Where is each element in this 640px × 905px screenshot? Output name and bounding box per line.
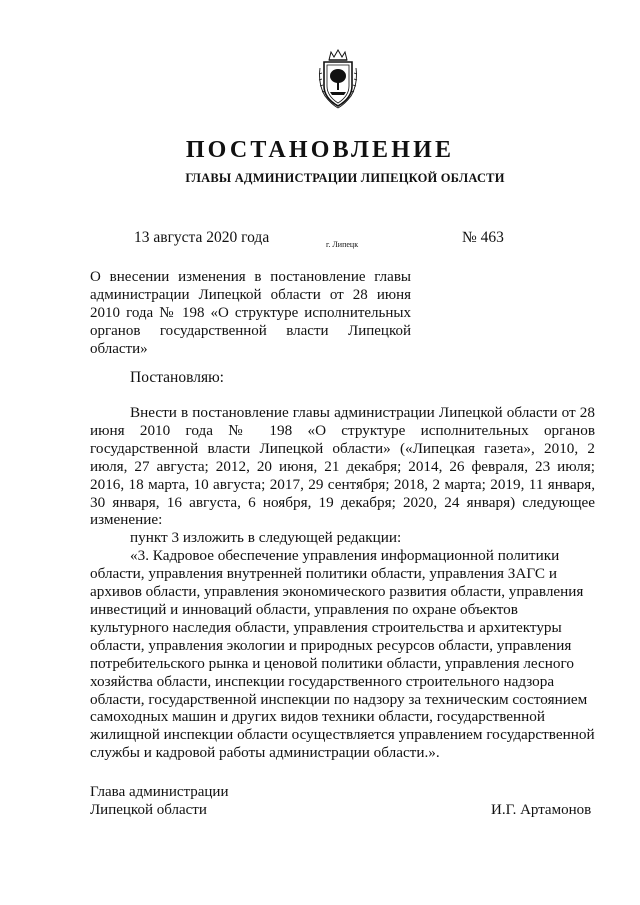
decree-word: Постановляю: — [130, 369, 224, 386]
document-city: г. Липецк — [326, 240, 359, 249]
signatory-position-line: Глава администрации — [90, 784, 229, 800]
signatory-name: И.Г. Артамонов — [491, 802, 592, 818]
issuer-subtitle: ГЛАВЫ АДМИНИСТРАЦИИ ЛИПЕЦКОЙ ОБЛАСТИ — [185, 171, 505, 185]
signatory-position — [90, 783, 228, 819]
body-paragraph: Внести в постановление главы администрации Липецкой области от 28 июня 2010 года № 198 «О структуре исполнительных органов государственной власти Липецкой области» («Липецкая газета», 2010, 2 июля, 27 августа; 2012, 20 июня, 21 декабря; 2014, 26 февраля, 23 июля; 2016, 18 марта, 10 августа; 2017, 29 сентября; 2018, 2 марта; 2019, 11 января, 30 января, 16 августа, 6 ноября, 19 декабря; 2020, 24 января) следующее изменение: — [90, 404, 595, 529]
signatory-position-line: Липецкой области — [90, 802, 207, 818]
lipetsk-coat-of-arms-icon — [315, 48, 361, 110]
body-paragraph: пункт 3 изложить в следующей редакции: — [130, 529, 402, 547]
document-type-title: ПОСТАНОВЛЕНИЕ — [185, 137, 455, 163]
document-subject: О внесении изменения в постановление главы администрации Липецкой области от 28 июня 2010 года № 198 «О структуре исполнительных органов государственной власти Липецкой области» — [90, 269, 411, 357]
document-date: 13 августа 2020 года — [134, 229, 270, 246]
document-number: № 463 — [462, 229, 504, 246]
body-paragraph: «3. Кадровое обеспечение управления информационной политики области, управления внутренней политики области, управления ЗАГС и архивов области, управления экономического развития области, управления инвестиций и инноваций области, управления по охране объектов культурного наследия области, управления строительства и архитектуры области, управления экологии и природных ресурсов области, управления потребительского рынка и ценовой политики области, управления лесного хозяйства области, инспекции государственного строительного надзора области, государственной инспекции по надзору за техническим состоянием самоходных машин и других видов техники области, государственной жилищной инспекции области осуществляется управлением государственной службы и кадровой работы администрации области.». — [90, 547, 595, 762]
document-body — [90, 404, 595, 762]
